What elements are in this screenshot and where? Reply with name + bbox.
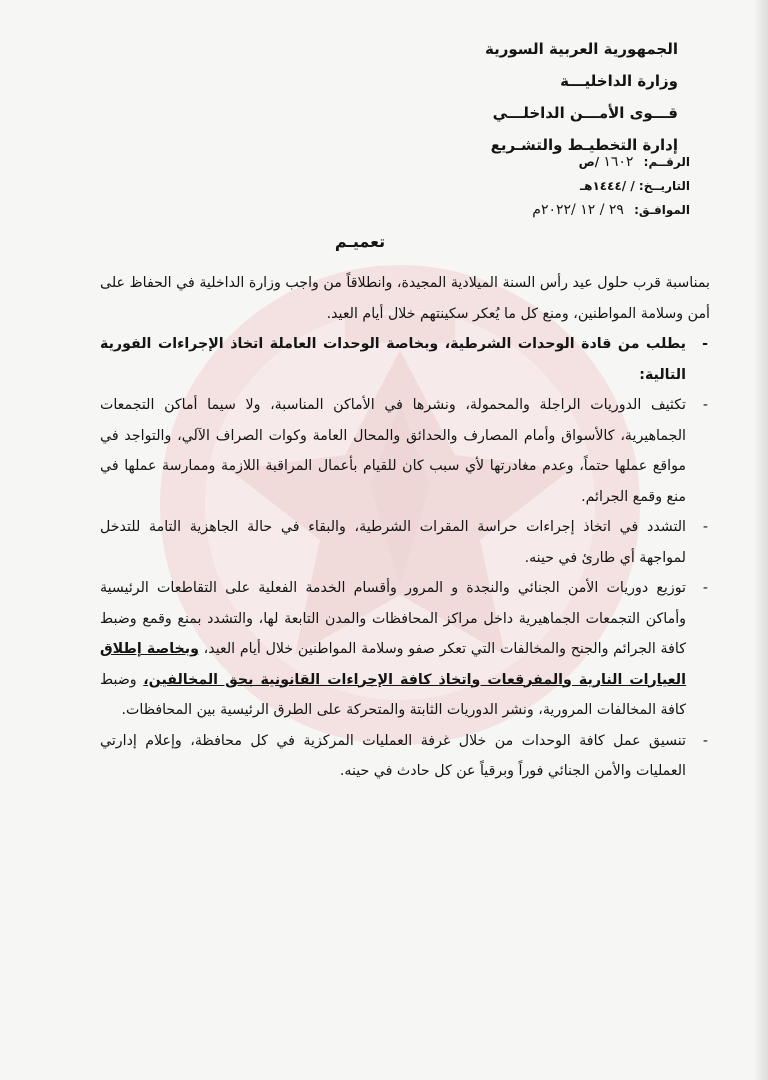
department-name: إدارة التخطيـط والتشـريع xyxy=(490,136,678,154)
gregorian-date-label: الموافـق: xyxy=(634,203,690,217)
hijri-date-row xyxy=(532,174,690,198)
list-item xyxy=(100,512,710,573)
forces-name: قـــوى الأمـــن الداخلـــي xyxy=(492,104,678,122)
document-meta xyxy=(532,150,690,222)
page-edge-shadow xyxy=(754,0,768,1080)
bullet-dash: - xyxy=(702,580,708,596)
list-item-tail: وضبط كافة المخالفات المرورية، ونشر الدوريات الثابتة والمتحركة على الطرق الرئيسية بين المحافظات. xyxy=(100,671,686,718)
document-title: تعميـم xyxy=(334,232,386,251)
list-item-text: تكثيف الدوريات الراجلة والمحمولة، ونشرها في الأماكن المناسبة، ولا سيما أماكن التجمعات الجماهيرية، كالأسواق وأمام المصارف والحدائق والمحال العامة وكوات الصراف الآلي، والتواجد في مواقع عملها حتماً، وعدم مغادرتها لأي سبب كان للقيام بأعمال المراقبة اللازمة وممارسة عملها في منع وقمع الجرائم. xyxy=(100,397,686,505)
ministry-name: وزارة الداخليـــة xyxy=(560,72,678,90)
request-item xyxy=(100,329,710,390)
list-item xyxy=(100,390,710,512)
letterhead xyxy=(485,33,678,161)
hijri-date-label: التاريــخ: xyxy=(638,179,690,193)
reference-number: ١٦٠٢ xyxy=(603,154,634,170)
bullet-dash: - xyxy=(702,732,708,749)
list-item-text: التشدد في اتخاذ إجراءات حراسة المقرات الشرطية، والبقاء في حالة الجاهزية التامة للتدخل لمواجهة أي طارئ في حينه. xyxy=(100,519,686,566)
bullet-dash: - xyxy=(702,519,708,535)
list-item-emphasis: وبخاصة إطلاق العيارات النارية والمفرقعات واتخاذ كافة الإجراءات القانونية بحق المخالفين، xyxy=(100,641,687,688)
list-item-text: تنسيق عمل كافة الوحدات من خلال غرفة العمليات المركزية في كل محافظة، وإعلام إدارتي العمليات والأمن الجنائي فوراً وبرقياً عن كل حادث في حينه. xyxy=(100,732,686,779)
republic-name: الجمهورية العربية السورية xyxy=(485,40,678,58)
document-body xyxy=(100,268,710,787)
request-text: يطلب من قادة الوحدات الشرطية، وبخاصة الوحدات العاملة اتخاذ الإجراءات الفورية التالية: xyxy=(100,336,686,383)
list-item xyxy=(100,573,710,726)
intro-paragraph: بمناسبة قرب حلول عيد رأس السنة الميلادية المجيدة، وانطلاقاً من واجب وزارة الداخلية في الحفاظ على أمن وسلامة المواطنين، ومنع كل ما يُعكر سكينتهم خلال أيام العيد. xyxy=(100,275,710,322)
gregorian-date-row xyxy=(532,198,690,222)
bullet-dash: - xyxy=(702,397,708,413)
list-item-text: توزيع دوريات الأمن الجنائي والنجدة و المرور وأقسام الخدمة الفعلية على التقاطعات الرئيسية وأماكن التجمعات الجماهيرية داخل مراكز المحافظات والمدن التابعة لها، والتشدد بمنع وقمع وضبط كافة الجرائم والجنح والمخالفات التي تعكر صفو وسلامة المواطنين خلال أيام العيد، xyxy=(100,580,687,657)
hijri-date-value: / /١٤٤٤هـ xyxy=(580,179,635,193)
list-item xyxy=(100,726,710,787)
reference-suffix: /ص xyxy=(578,155,600,169)
gregorian-date-value: ٢٩ / ١٢ /٢٠٢٢م xyxy=(532,202,624,218)
reference-label: الرقــم: xyxy=(643,155,690,169)
reference-row xyxy=(532,150,690,174)
bullet-dash: - xyxy=(702,336,708,352)
